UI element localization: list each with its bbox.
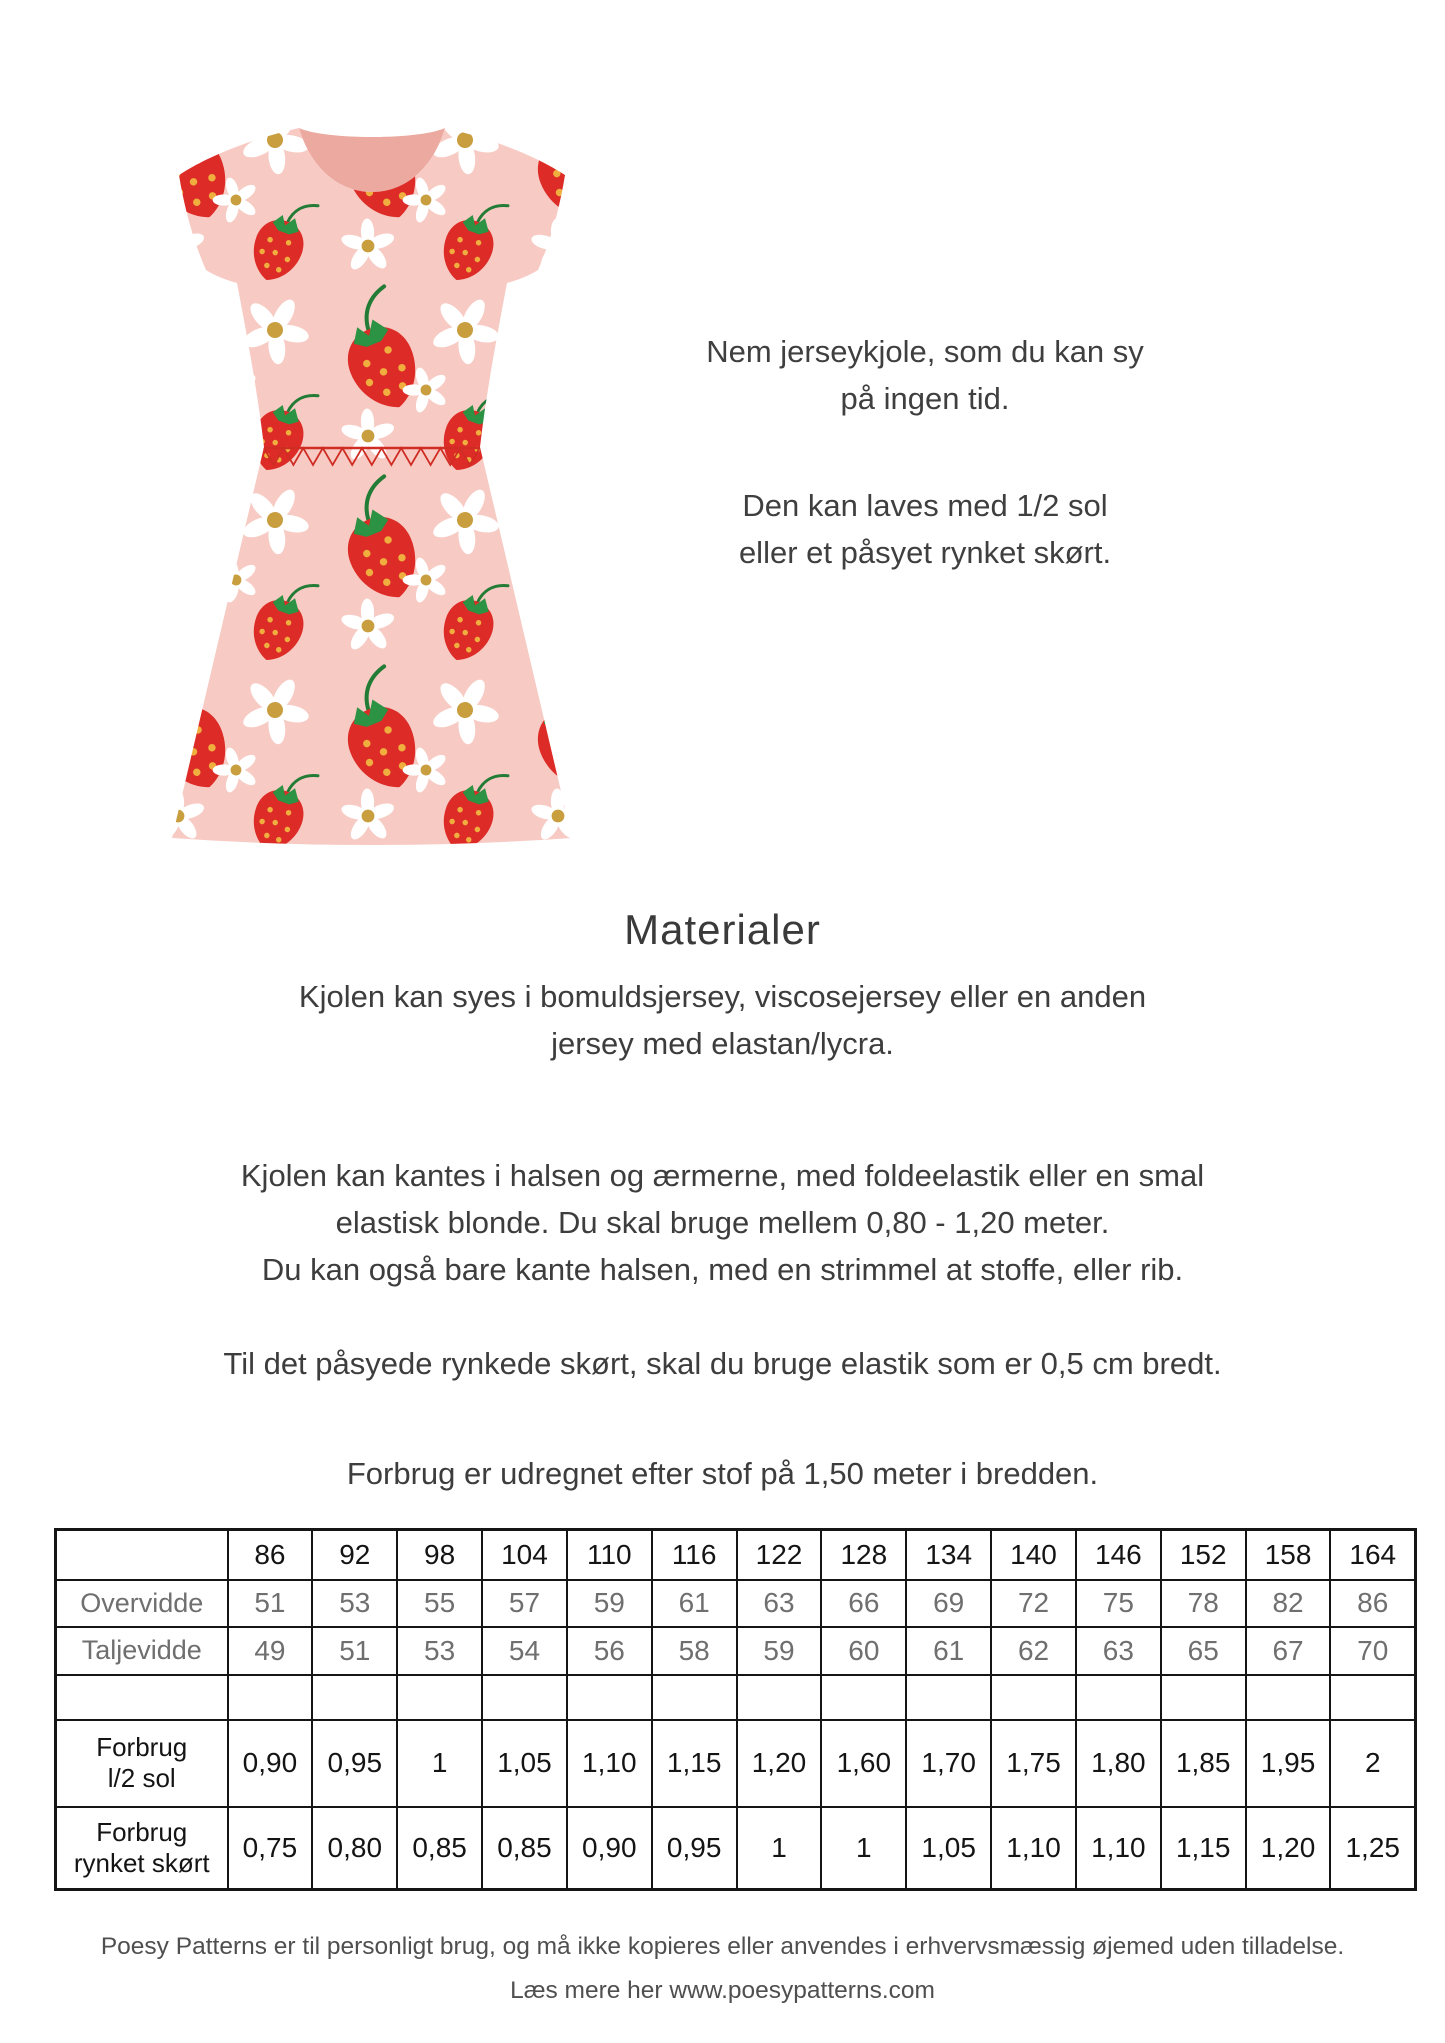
size-table-value-cell: 55 (397, 1580, 482, 1627)
size-table-label-cell: Taljevidde (56, 1627, 228, 1675)
size-table-value-cell (312, 1675, 397, 1720)
intro-line: Den kan laves med 1/2 sol (742, 488, 1108, 523)
size-table-value-cell: 75 (1076, 1580, 1161, 1627)
materials-line: Kjolen kan syes i bomuldsjersey, viscosejersey eller en anden (298, 979, 1147, 1014)
size-table-value-cell: 62 (991, 1627, 1076, 1675)
materials-line: jersey med elastan/lycra. (551, 1026, 894, 1061)
size-table-value-cell: 70 (1330, 1627, 1415, 1675)
materials-paragraph-3: Til det påsyede rynkede skørt, skal du bruge elastik som er 0,5 cm bredt. (223, 1346, 1222, 1381)
size-table-value-cell (397, 1675, 482, 1720)
size-table-row (56, 1807, 1416, 1890)
dress-illustration-svg (133, 94, 611, 846)
size-table-value-cell: 67 (1246, 1627, 1331, 1675)
size-table-value-cell: 0,85 (482, 1807, 567, 1890)
size-table-value-cell: 59 (737, 1627, 822, 1675)
size-table-value-cell: 1,10 (1076, 1807, 1161, 1890)
intro-gap (595, 422, 1255, 482)
intro-line: Nem jerseykjole, som du kan sy (706, 334, 1144, 369)
size-table-value-cell: 134 (906, 1530, 991, 1580)
intro-text-block (595, 328, 1255, 576)
size-table-value-cell: 158 (1246, 1530, 1331, 1580)
size-table-value-cell: 92 (312, 1530, 397, 1580)
size-table-value-cell: 2 (1330, 1720, 1415, 1807)
size-table-value-cell (482, 1675, 567, 1720)
size-table-value-cell (1330, 1675, 1415, 1720)
fabric-usage-note: Forbrug er udregnet efter stof på 1,50 meter i bredden. (346, 1456, 1099, 1491)
size-table-value-cell: 140 (991, 1530, 1076, 1580)
size-table-value-cell (1161, 1675, 1246, 1720)
size-table-label-cell: Forbrug l/2 sol (56, 1720, 228, 1807)
size-table-value-cell: 61 (906, 1627, 991, 1675)
size-table-value-cell: 63 (1076, 1627, 1161, 1675)
size-table-value-cell: 1,15 (652, 1720, 737, 1807)
size-table-value-cell: 164 (1330, 1530, 1415, 1580)
size-table-value-cell: 49 (228, 1627, 313, 1675)
size-table-value-cell: 152 (1161, 1530, 1246, 1580)
intro-paragraph-1 (595, 328, 1255, 422)
size-table-value-cell: 122 (737, 1530, 822, 1580)
size-table-value-cell: 0,90 (228, 1720, 313, 1807)
size-table-label-cell: Overvidde (56, 1580, 228, 1627)
size-table-value-cell: 1,60 (821, 1720, 906, 1807)
size-table-value-cell: 0,80 (312, 1807, 397, 1890)
size-table-value-cell: 146 (1076, 1530, 1161, 1580)
size-table-value-cell: 53 (397, 1627, 482, 1675)
size-table-container (54, 1528, 1417, 1891)
size-table-value-cell: 110 (567, 1530, 652, 1580)
size-table-value-cell: 86 (1330, 1580, 1415, 1627)
size-header-row (56, 1530, 1416, 1580)
size-table-value-cell: 98 (397, 1530, 482, 1580)
size-table-value-cell: 1,05 (482, 1720, 567, 1807)
size-table-value-cell: 66 (821, 1580, 906, 1627)
copyright-note: Poesy Patterns er til personligt brug, og må ikke kopieres eller anvendes i erhvervsmæssig øjemed uden tilladelse. (100, 1933, 1345, 1960)
dress-silhouette (172, 128, 572, 845)
size-table-value-cell (737, 1675, 822, 1720)
size-table-value-cell: 1,10 (567, 1720, 652, 1807)
size-table-value-cell (567, 1675, 652, 1720)
size-table-value-cell (228, 1675, 313, 1720)
size-table-value-cell: 1,75 (991, 1720, 1076, 1807)
size-table-value-cell: 1 (397, 1720, 482, 1807)
size-table-value-cell: 128 (821, 1530, 906, 1580)
size-table-value-cell: 116 (652, 1530, 737, 1580)
size-table-value-cell: 1,70 (906, 1720, 991, 1807)
size-table-value-cell: 0,75 (228, 1807, 313, 1890)
size-table-body (56, 1530, 1416, 1890)
footer (0, 1925, 1445, 2013)
size-table-value-cell: 53 (312, 1580, 397, 1627)
size-table-value-cell: 60 (821, 1627, 906, 1675)
size-table-value-cell: 1,05 (906, 1807, 991, 1890)
size-table-value-cell: 61 (652, 1580, 737, 1627)
size-table-row (56, 1675, 1416, 1720)
size-table-value-cell: 1,10 (991, 1807, 1076, 1890)
materials-line: Du kan også bare kante halsen, med en strimmel at stoffe, eller rib. (261, 1252, 1184, 1287)
size-table-value-cell: 63 (737, 1580, 822, 1627)
size-table-value-cell (906, 1675, 991, 1720)
size-table-label-cell: Forbrug rynket skørt (56, 1807, 228, 1890)
size-table-value-cell: 0,90 (567, 1807, 652, 1890)
size-table-value-cell: 82 (1246, 1580, 1331, 1627)
materials-paragraph-2 (0, 1152, 1445, 1293)
size-table-value-cell: 1 (737, 1807, 822, 1890)
size-table-value-cell: 0,95 (652, 1807, 737, 1890)
size-table-value-cell: 78 (1161, 1580, 1246, 1627)
size-table-value-cell: 1,80 (1076, 1720, 1161, 1807)
size-table-value-cell: 51 (228, 1580, 313, 1627)
intro-line: på ingen tid. (840, 381, 1010, 416)
size-table-row (56, 1580, 1416, 1627)
size-table-value-cell (1246, 1675, 1331, 1720)
size-table-value-cell: 1,95 (1246, 1720, 1331, 1807)
size-table-value-cell: 65 (1161, 1627, 1246, 1675)
size-table-value-cell (1076, 1675, 1161, 1720)
website-note: Læs mere her www.poesypatterns.com (510, 1977, 935, 2004)
size-table-value-cell: 1,85 (1161, 1720, 1246, 1807)
size-table-value-cell: 56 (567, 1627, 652, 1675)
size-table-value-cell: 0,95 (312, 1720, 397, 1807)
size-table-value-cell: 1,15 (1161, 1807, 1246, 1890)
materials-heading: Materialer (624, 906, 821, 953)
size-table-value-cell (652, 1675, 737, 1720)
size-table-value-cell: 0,85 (397, 1807, 482, 1890)
size-table-value-cell: 58 (652, 1627, 737, 1675)
size-table-value-cell: 1 (821, 1807, 906, 1890)
size-table-value-cell: 69 (906, 1580, 991, 1627)
size-table-value-cell: 1,20 (737, 1720, 822, 1807)
size-table (54, 1528, 1417, 1891)
size-table-value-cell: 1,20 (1246, 1807, 1331, 1890)
size-table-value-cell: 104 (482, 1530, 567, 1580)
size-table-value-cell: 72 (991, 1580, 1076, 1627)
intro-paragraph-2 (595, 482, 1255, 576)
size-table-value-cell: 1,25 (1330, 1807, 1415, 1890)
size-table-row (56, 1627, 1416, 1675)
materials-line: elastisk blonde. Du skal bruge mellem 0,80 - 1,20 meter. (335, 1205, 1110, 1240)
size-table-value-cell: 59 (567, 1580, 652, 1627)
materials-line: Kjolen kan kantes i halsen og ærmerne, med foldeelastik eller en smal (240, 1158, 1205, 1193)
size-table-value-cell: 51 (312, 1627, 397, 1675)
size-table-value-cell: 54 (482, 1627, 567, 1675)
size-table-row (56, 1720, 1416, 1807)
size-table-value-cell: 86 (228, 1530, 313, 1580)
materials-paragraph-1 (0, 973, 1445, 1067)
size-table-label-cell (56, 1675, 228, 1720)
intro-line: eller et påsyet rynket skørt. (738, 535, 1112, 570)
dress-illustration (133, 94, 611, 846)
size-table-value-cell (991, 1675, 1076, 1720)
size-table-value-cell (821, 1675, 906, 1720)
size-table-label-cell (56, 1530, 228, 1580)
size-table-value-cell: 57 (482, 1580, 567, 1627)
